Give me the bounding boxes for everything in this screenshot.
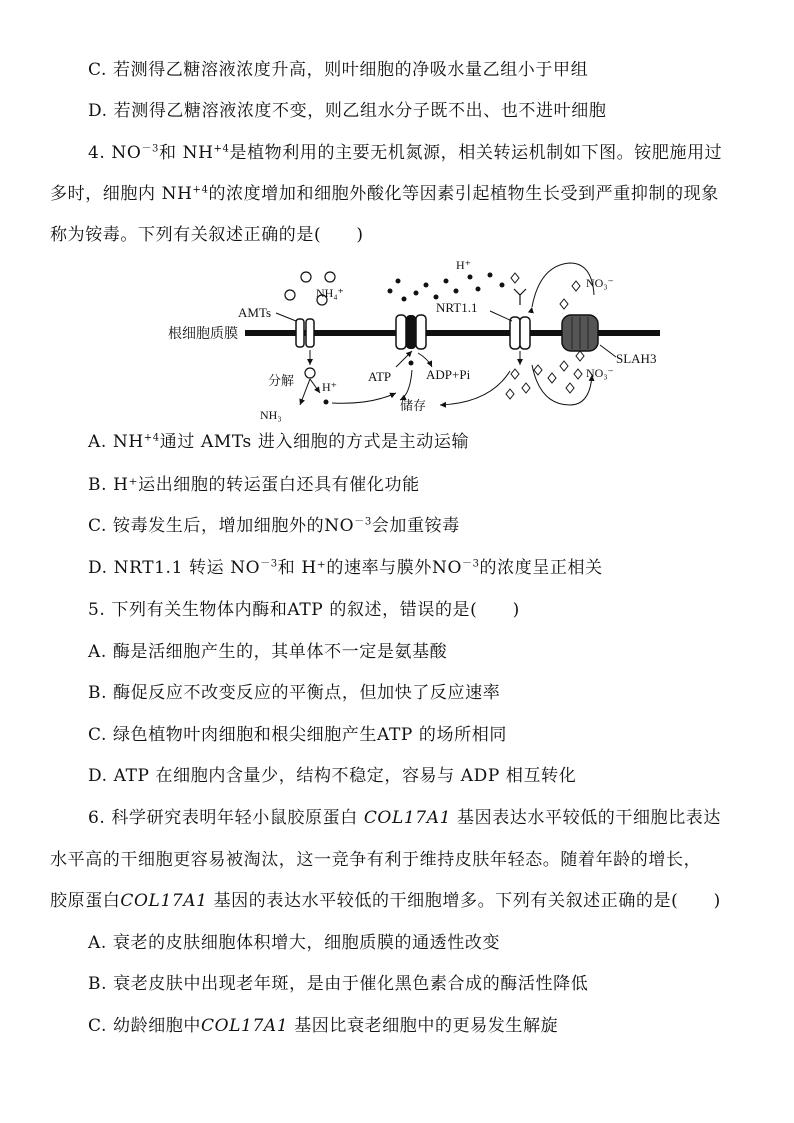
q6-stem-line3: 胶原蛋白COL17A1 基因的表达水平较低的干细胞增多。下列有关叙述正确的是( ): [50, 891, 721, 911]
q4-stem-line2: 多时，细胞内 $NH^{+4}$的浓度增加和细胞外酸化等因素引起植物生长受到严重抑制的现象: [50, 184, 719, 204]
q5-option-d: D. ATP 在细胞内含量少，结构不稳定，容易与 ADP 相互转化: [88, 766, 577, 786]
amts-label: AMTs: [238, 305, 272, 320]
nh3-label: NH₃: [260, 408, 282, 422]
q5-option-c: C. 绿色植物叶肉细胞和根尖细胞产生ATP 的场所相同: [88, 725, 507, 745]
no3-bottom-label: NO₃⁻: [586, 366, 614, 380]
nitrogen-transport-diagram: [160, 255, 680, 430]
q3-option-c: C. 若测得乙糖溶液浓度升高，则叶细胞的净吸水量乙组小于甲组: [88, 60, 589, 80]
q4-option-b: B. H⁺运出细胞的转运蛋白还具有催化功能: [88, 475, 420, 495]
q4-option-d: D. NRT1.1 转运 $NO^{-3}$和 H⁺的速率与膜外$NO^{-3}$的浓度呈正相关: [88, 558, 603, 578]
h-particles-outside: [388, 273, 505, 302]
q6-option-b: B. 衰老皮肤中出现老年斑，是由于催化黑色素合成的酶活性降低: [88, 974, 589, 994]
proton-pump: [396, 315, 426, 349]
q5-option-b: B. 酶促反应不改变反应的平衡点，但加快了反应速率: [88, 683, 501, 703]
adp-label: ADP+Pi: [426, 367, 471, 382]
nrt-label: NRT1.1: [436, 300, 478, 315]
q3-option-d: D. 若测得乙糖溶液浓度不变，则乙组水分子既不出、也不进叶细胞: [88, 101, 607, 121]
nh4-label: NH₄⁺: [316, 286, 344, 300]
chucun-label: 储存: [400, 398, 427, 413]
atp-label: ATP: [368, 369, 392, 384]
q6-stem-line2: 水平高的干细胞更容易被淘汰，这一竞争有利于维持皮肤年轻态。随着年龄的增长，: [50, 850, 702, 870]
slah3-label: SLAH3: [616, 351, 657, 366]
fenjie-label: 分解: [268, 373, 295, 388]
q4-option-a: A. $NH^{+4}$通过 AMTs 进入细胞的方式是主动运输: [88, 432, 470, 452]
q6-option-a: A. 衰老的皮肤细胞体积增大，细胞质膜的通透性改变: [88, 933, 501, 953]
no3-top-label: NO₃⁻: [586, 276, 614, 290]
nrt11-transporter: [510, 317, 530, 349]
q6-stem-line1: 6. 科学研究表明年轻小鼠胶原蛋白 COL17A1 基因表达水平较低的干细胞比表达: [88, 808, 722, 828]
slah3-channel: [562, 315, 598, 351]
q5-stem: 5. 下列有关生物体内酶和ATP 的叙述，错误的是( ): [88, 600, 520, 620]
q4-stem-line3: 称为铵毒。下列有关叙述正确的是( ): [50, 225, 364, 245]
q6-option-c: C. 幼龄细胞中COL17A1 基因比衰老细胞中的更易发生解旋: [88, 1016, 559, 1036]
q5-option-a: A. 酶是活细胞产生的，其单体不一定是氨基酸: [88, 642, 448, 662]
h-top-label: H⁺: [456, 258, 471, 272]
h-bottom-label: H⁺: [322, 380, 337, 394]
q4-stem-line1: 4. $NO^{-3}$和 $NH^{+4}$是植物利用的主要无机氮源，相关转运机制如下图。铵肥施用过: [88, 143, 723, 163]
q4-option-c: C. 铵毒发生后，增加细胞外的$NO^{-3}$会加重铵毒: [88, 516, 460, 536]
membrane-label: 根细胞质膜: [168, 327, 238, 342]
